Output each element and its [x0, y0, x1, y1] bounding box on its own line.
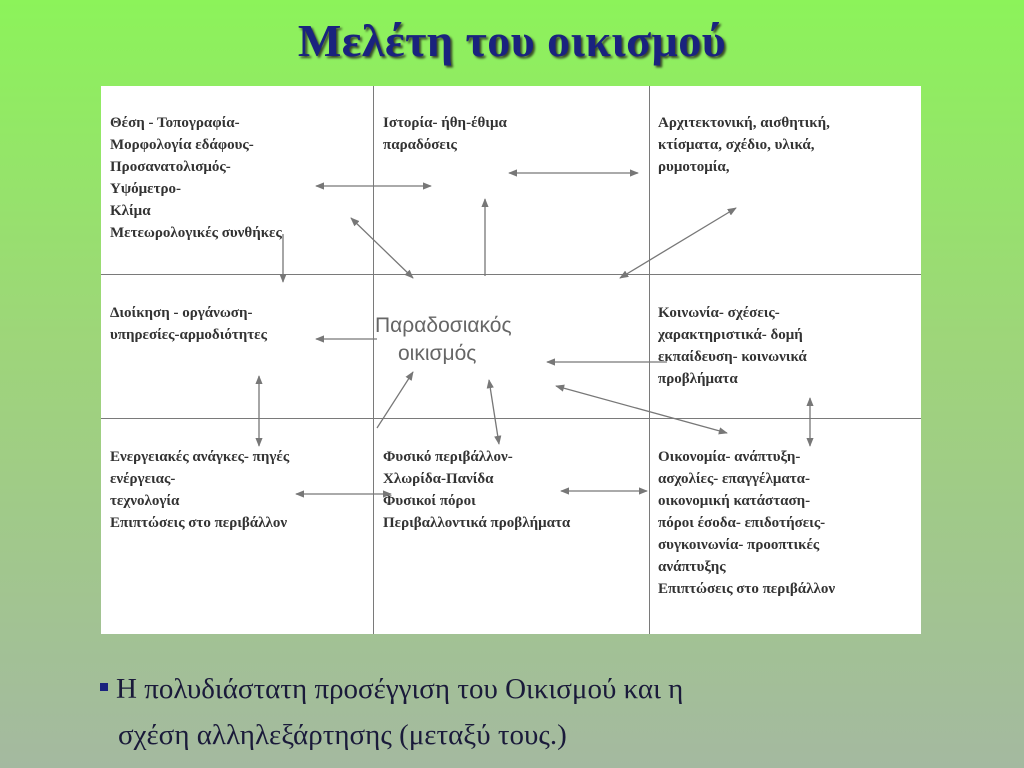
arrow-center-bottommiddle [489, 380, 499, 444]
cell-line: Θέση - Τοπογραφία- [110, 115, 240, 131]
caption-line-2: σχέση αλληλεξάρτησης (μεταξύ τους.) [118, 719, 567, 751]
arrow-topleft-center [351, 218, 413, 278]
cell-line: χαρακτηριστικά- δομή [658, 327, 803, 343]
cell-line: Μετεωρολογικές συνθήκες [110, 225, 282, 241]
slide-title: Μελέτη του οικισμού [297, 15, 727, 66]
cell-line: ρυμοτομία, [658, 159, 730, 175]
cell-line: Επιπτώσεις στο περιβάλλον [110, 515, 288, 531]
arrow-topright-center [620, 208, 736, 278]
cell-line: Επιπτώσεις στο περιβάλλον [658, 581, 836, 597]
center-line: Παραδοσιακός [375, 314, 512, 337]
cell-line: Διοίκηση - οργάνωση- [110, 305, 253, 321]
cell-line: Μορφολογία εδάφους- [110, 137, 254, 153]
cell-line: Φυσικό περιβάλλον- [383, 449, 513, 465]
cell-line: ενέργειας- [110, 471, 176, 487]
arrow-center-bottomleft [377, 372, 413, 428]
cell-line: Ενεργειακές ανάγκες- πηγές [110, 449, 290, 465]
diagram-panel [101, 86, 921, 634]
cell-line: Χλωρίδα-Πανίδα [383, 471, 494, 487]
caption-text-1: Η πολυδιάστατη προσέγγιση του Οικισμού και η [116, 673, 684, 705]
cell-line: Προσανατολισμός- [110, 159, 231, 175]
cell-line: παραδόσεις [383, 137, 457, 153]
cell-line: Κλίμα [110, 203, 151, 219]
cell-line: Κοινωνία- σχέσεις- [658, 305, 780, 321]
cell-line: τεχνολογία [110, 493, 180, 509]
cell-line: Αρχιτεκτονική, αισθητική, [658, 115, 830, 131]
cell-line: Οικονομία- ανάπτυξη- [658, 449, 801, 465]
cell-line: κτίσματα, σχέδιο, υλικά, [658, 137, 815, 153]
cell-line: συγκοινωνία- προοπτικές [658, 537, 820, 553]
cell-line: πόροι έσοδα- επιδοτήσεις- [658, 515, 826, 531]
cell-line: Περιβαλλοντικά προβλήματα [383, 515, 571, 531]
cell-line: οικονομική κατάσταση- [658, 493, 811, 509]
bullet-icon [100, 683, 108, 691]
center-line: οικισμός [398, 342, 477, 365]
cell-line: Ιστορία- ήθη-έθιμα [383, 115, 507, 131]
relationship-arrows [101, 86, 921, 634]
cell-line: ανάπτυξης [658, 559, 726, 575]
cell-line: ασχολίες- επαγγέλματα- [658, 471, 810, 487]
caption-line-1 [100, 666, 960, 712]
arrow-center-bottomright [556, 386, 727, 433]
cell-line: προβλήματα [658, 371, 738, 387]
slide-caption [100, 666, 960, 758]
cell-line: Φυσικοί πόροι [383, 493, 476, 509]
cell-line: Υψόμετρο- [110, 181, 182, 197]
cell-line: υπηρεσίες-αρμοδιότητες [110, 327, 267, 343]
cell-line: εκπαίδευση- κοινωνικά [658, 349, 807, 365]
